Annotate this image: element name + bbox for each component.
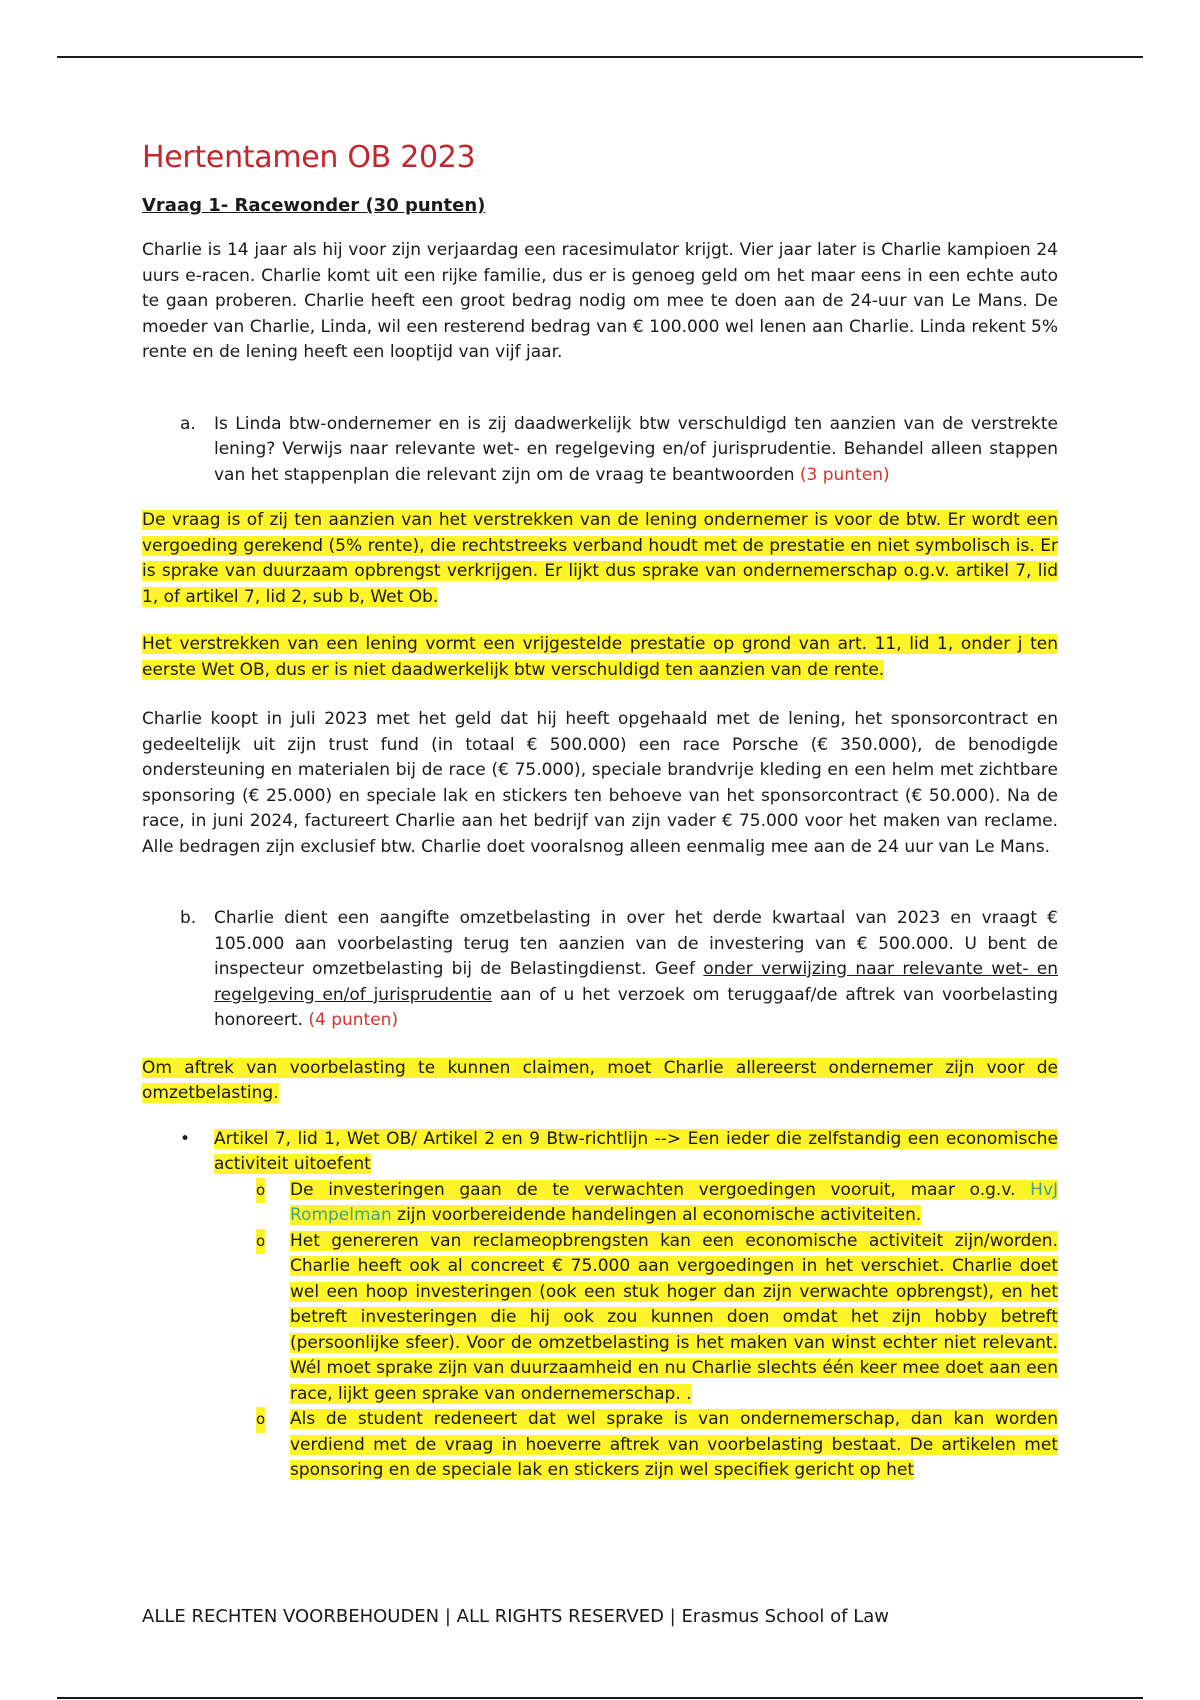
list-item: o Het genereren van reclameopbrengsten kan een economische activiteit zijn/worden. Charlie heeft ook al concreet € 75.000 aan vergoedingen in het verschiet. Charlie doet wel een hoop investeringen (ook een stuk hoger dan zijn verwachte opbrengst), en het betreft investeringen die hij ook zou kunnen doen omdat het zijn hobby betreft (persoonlijke sfeer). Voor de omzetbelasting is het maken van winst echter niet relevant. Wél moet sprake zijn van duurzaamheid en nu Charlie slechts één keer mee doet aan een race, lijkt geen sprake van ondernemerschap. . — [252, 1229, 1058, 1408]
case-b-paragraph: Charlie koopt in juli 2023 met het geld dat hij heeft opgehaald met de lening, het sponsorcontract en gedeeltelijk uit zijn trust fund (in totaal € 500.000) een race Porsche (€ 350.000), de benodigde ondersteuning en materialen bij de race (€ 75.000), speciale brandvrije kleding en een helm met zichtbare sponsoring (€ 25.000) en speciale lak en stickers ten behoeve van het sponsorcontract (€ 50.000). Na de race, in juni 2024, factureert Charlie aan het bedrijf van zijn vader € 75.000 voor het maken van reclame. Alle bedragen zijn exclusief btw. Charlie doet vooralsnog alleen eenmalig mee aan de 24 uur van Le Mans. — [142, 709, 1058, 857]
intro-paragraph: Charlie is 14 jaar als hij voor zijn verjaardag een racesimulator krijgt. Vier jaar later is Charlie kampioen 24 uurs e-racen. Charlie komt uit een rijke familie, dus er is genoeg geld om het maar eens in een echte auto te gaan proberen. Charlie heeft een groot bedrag nodig om mee te doen aan de 24-uur van Le Mans. De moeder van Charlie, Linda, wil een resterend bedrag van € 100.000 wel lenen aan Charlie. Linda rekent 5% rente en de lening heeft een looptijd van vijf jaar. — [142, 240, 1058, 362]
answer-a-paragraph-1: De vraag is of zij ten aanzien van het verstrekken van de lening ondernemer is voor de btw. Er wordt een vergoeding gerekend (5% rente), die rechtstreeks verband houdt met de prestatie en niet symbolisch is. Er is sprake van duurzaam opbrengst verkrijgen. Er lijkt dus sprake van ondernemerschap o.g.v. artikel 7, lid 1, of artikel 7, lid 2, sub b, Wet Ob. — [142, 510, 1058, 607]
answer-a-paragraph-2: Het verstrekken van een lening vormt een vrijgestelde prestatie op grond van art. 11, lid 1, onder j ten eerste Wet OB, dus er is niet daadwerkelijk btw verschuldigd ten aanzien van de rente. — [142, 634, 1058, 680]
points-label: (4 punten) — [308, 1010, 399, 1030]
page-footer: ALLE RECHTEN VOORBEHOUDEN | ALL RIGHTS RESERVED | Erasmus School of Law — [142, 1606, 889, 1627]
sub-question-b-text: Charlie dient een aangifte omzetbelasting in over het derde kwartaal van 2023 en vraagt € 105.000 aan voorbelasting terug ten aanzien van de investering van € 500.000. U bent de inspecteur omzetbelasting bij de Belastingdienst. Geef onder verwijzing naar relevante wet- en regelgeving en/of jurisprudentie aan of u het verzoek om teruggaaf/de aftrek van voorbelasting honoreert. (4 punten) — [214, 908, 1059, 1030]
points-label: (3 punten) — [799, 464, 890, 485]
bottom-rule — [57, 1697, 1143, 1699]
answer-b-intro: Om aftrek van voorbelasting te kunnen claimen, moet Charlie allereerst ondernemer zijn voor de omzetbelasting. — [142, 1057, 1058, 1103]
sub-question-b — [180, 906, 1058, 1034]
sub-question-a-text: Is Linda btw-ondernemer en is zij daadwerkelijk btw verschuldigd ten aanzien van de verstrekte lening? Verwijs naar relevante wet- en regelgeving en/of jurisprudentie. Behandel alleen stappen van het stappenplan die relevant zijn om de vraag te beantwoorden (3 punten) — [214, 413, 1058, 485]
question-heading: Vraag 1- Racewonder (30 punten) — [142, 195, 486, 216]
list-item: • Artikel 7, lid 1, Wet OB/ Artikel 2 en 9 Btw-richtlijn --> Een ieder die zelfstandig een economische activiteit uitoefent o De investeringen gaan de te verwachten vergoedingen vooruit, maar o.g.v. HvJ Rompelman zijn voorbereidende handelingen al economische activiteiten. o Het genereren van reclameopbrengsten kan een economische activiteit zijn/worden. Charlie heeft ook al concreet € 75.000 aan vergoedingen in het verschiet. Charlie doet wel een hoop investeringen (ook een stuk hoger dan zijn verwachte opbrengst), en het betreft investeringen die hij ook zou kunnen doen omdat het zijn hobby betreft (persoonlijke sfeer). Voor de omzetbelasting is het maken van winst echter niet relevant. Wél moet sprake zijn van duurzaamheid en nu Charlie slechts één keer mee doet aan een race, lijkt geen sprake van ondernemerschap. . o Als de student redeneert dat wel sprake is van ondernemerschap, dan kan worden verdiend met de vraag in hoeverre aftrek van voorbelasting bestaat. De artikelen met sponsoring en de speciale lak en stickers zijn wel specifiek gericht op het — [180, 1127, 1058, 1484]
document-title: Hertentamen OB 2023 — [142, 140, 476, 175]
list-item: o De investeringen gaan de te verwachten vergoedingen vooruit, maar o.g.v. HvJ Rompelman zijn voorbereidende handelingen al economische activiteiten. — [252, 1178, 1058, 1229]
case-reference-link[interactable]: HvJ Rompelman — [290, 1179, 1059, 1225]
top-rule — [57, 56, 1143, 58]
list-item: o Als de student redeneert dat wel sprake is van ondernemerschap, dan kan worden verdiend met de vraag in hoeverre aftrek van voorbelasting bestaat. De artikelen met sponsoring en de speciale lak en stickers zijn wel specifiek gericht op het — [252, 1407, 1058, 1484]
answer-b-sublist — [214, 1178, 1058, 1484]
sub-question-a-label: a. — [180, 413, 196, 434]
sub-question-b-label: b. — [180, 908, 197, 928]
answer-b-list — [180, 1127, 1058, 1484]
document-page — [142, 140, 1058, 1484]
sub-question-a — [180, 412, 1058, 489]
